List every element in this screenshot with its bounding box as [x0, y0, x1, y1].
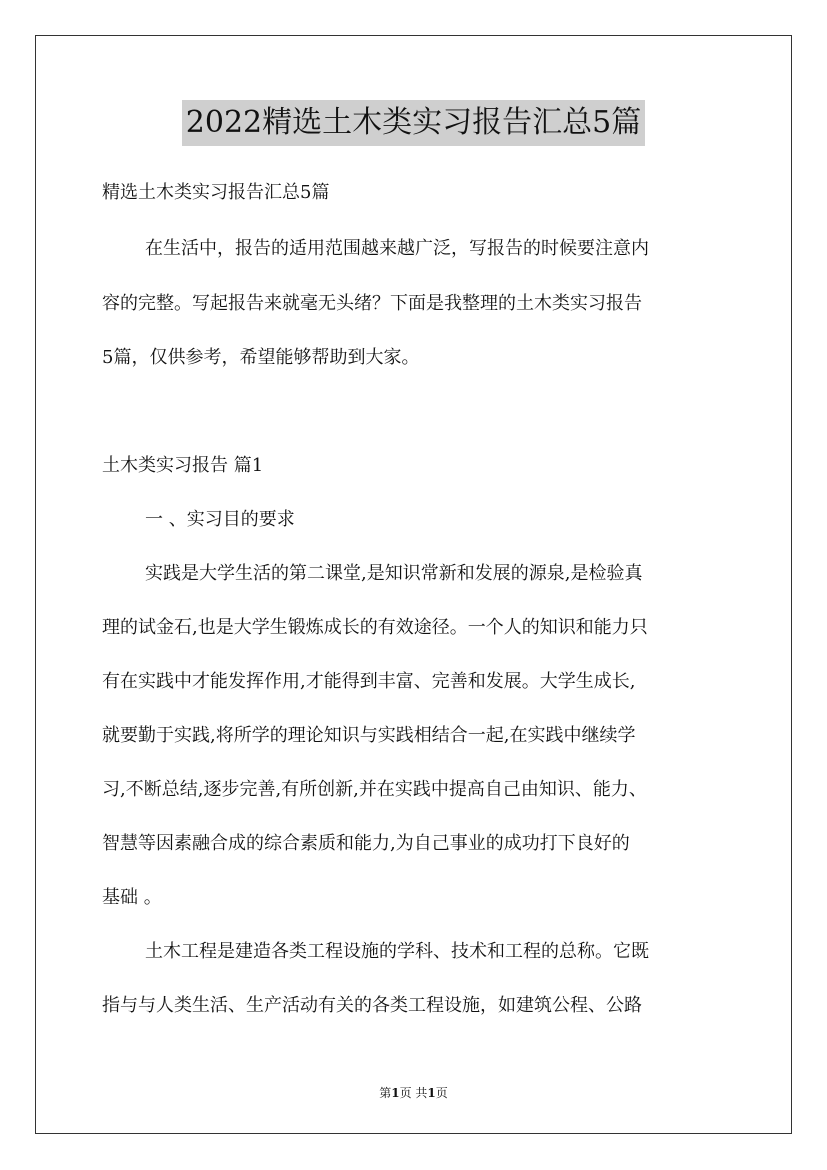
intro-line: 在生活中，报告的适用范围越来越广泛，写报告的时候要注意内 [145, 238, 649, 259]
intro-line: 容的完整。写起报告来就毫无头绪？下面是我整理的土木类实习报告 [102, 293, 642, 314]
paragraph-line: 土木工程是建造各类工程设施的学科、技术和工程的总称。它既 [145, 941, 649, 962]
title-container [0, 100, 827, 146]
paragraph-line: 理的试金石,也是大学生锻炼成长的有效途径。一个人的知识和能力只 [102, 617, 648, 638]
footer-suffix: 页 [435, 1086, 448, 1100]
footer-page-number: 1 [391, 1086, 400, 1100]
document-title: 2022精选土木类实习报告汇总5篇 [182, 100, 645, 146]
footer-total-pages: 1 [427, 1086, 436, 1100]
footer-middle: 页 共 [399, 1086, 428, 1100]
section-heading: 土木类实习报告 篇1 [102, 455, 264, 476]
paragraph-line: 指与与人类生活、生产活动有关的各类工程设施，如建筑公程、公路 [102, 995, 642, 1016]
document-subtitle: 精选土木类实习报告汇总5篇 [102, 182, 330, 203]
subheading: 一 、实习目的要求 [145, 509, 295, 530]
paragraph-line: 实践是大学生活的第二课堂,是知识常新和发展的源泉,是检验真 [145, 563, 643, 584]
paragraph-line: 智慧等因素融合成的综合素质和能力,为自己事业的成功打下良好的 [102, 833, 630, 854]
paragraph-line: 就要勤于实践,将所学的理论知识与实践相结合一起,在实践中继续学 [102, 725, 636, 746]
intro-line: 5篇，仅供参考，希望能够帮助到大家。 [102, 347, 420, 368]
footer-prefix: 第 [379, 1086, 392, 1100]
paragraph-line: 习,不断总结,逐步完善,有所创新,并在实践中提高自己由知识、能力、 [102, 779, 647, 800]
paragraph-line: 有在实践中才能发挥作用,才能得到丰富、完善和发展。大学生成长, [102, 671, 636, 692]
paragraph-line: 基础 。 [102, 887, 162, 908]
page-footer [0, 1086, 827, 1100]
